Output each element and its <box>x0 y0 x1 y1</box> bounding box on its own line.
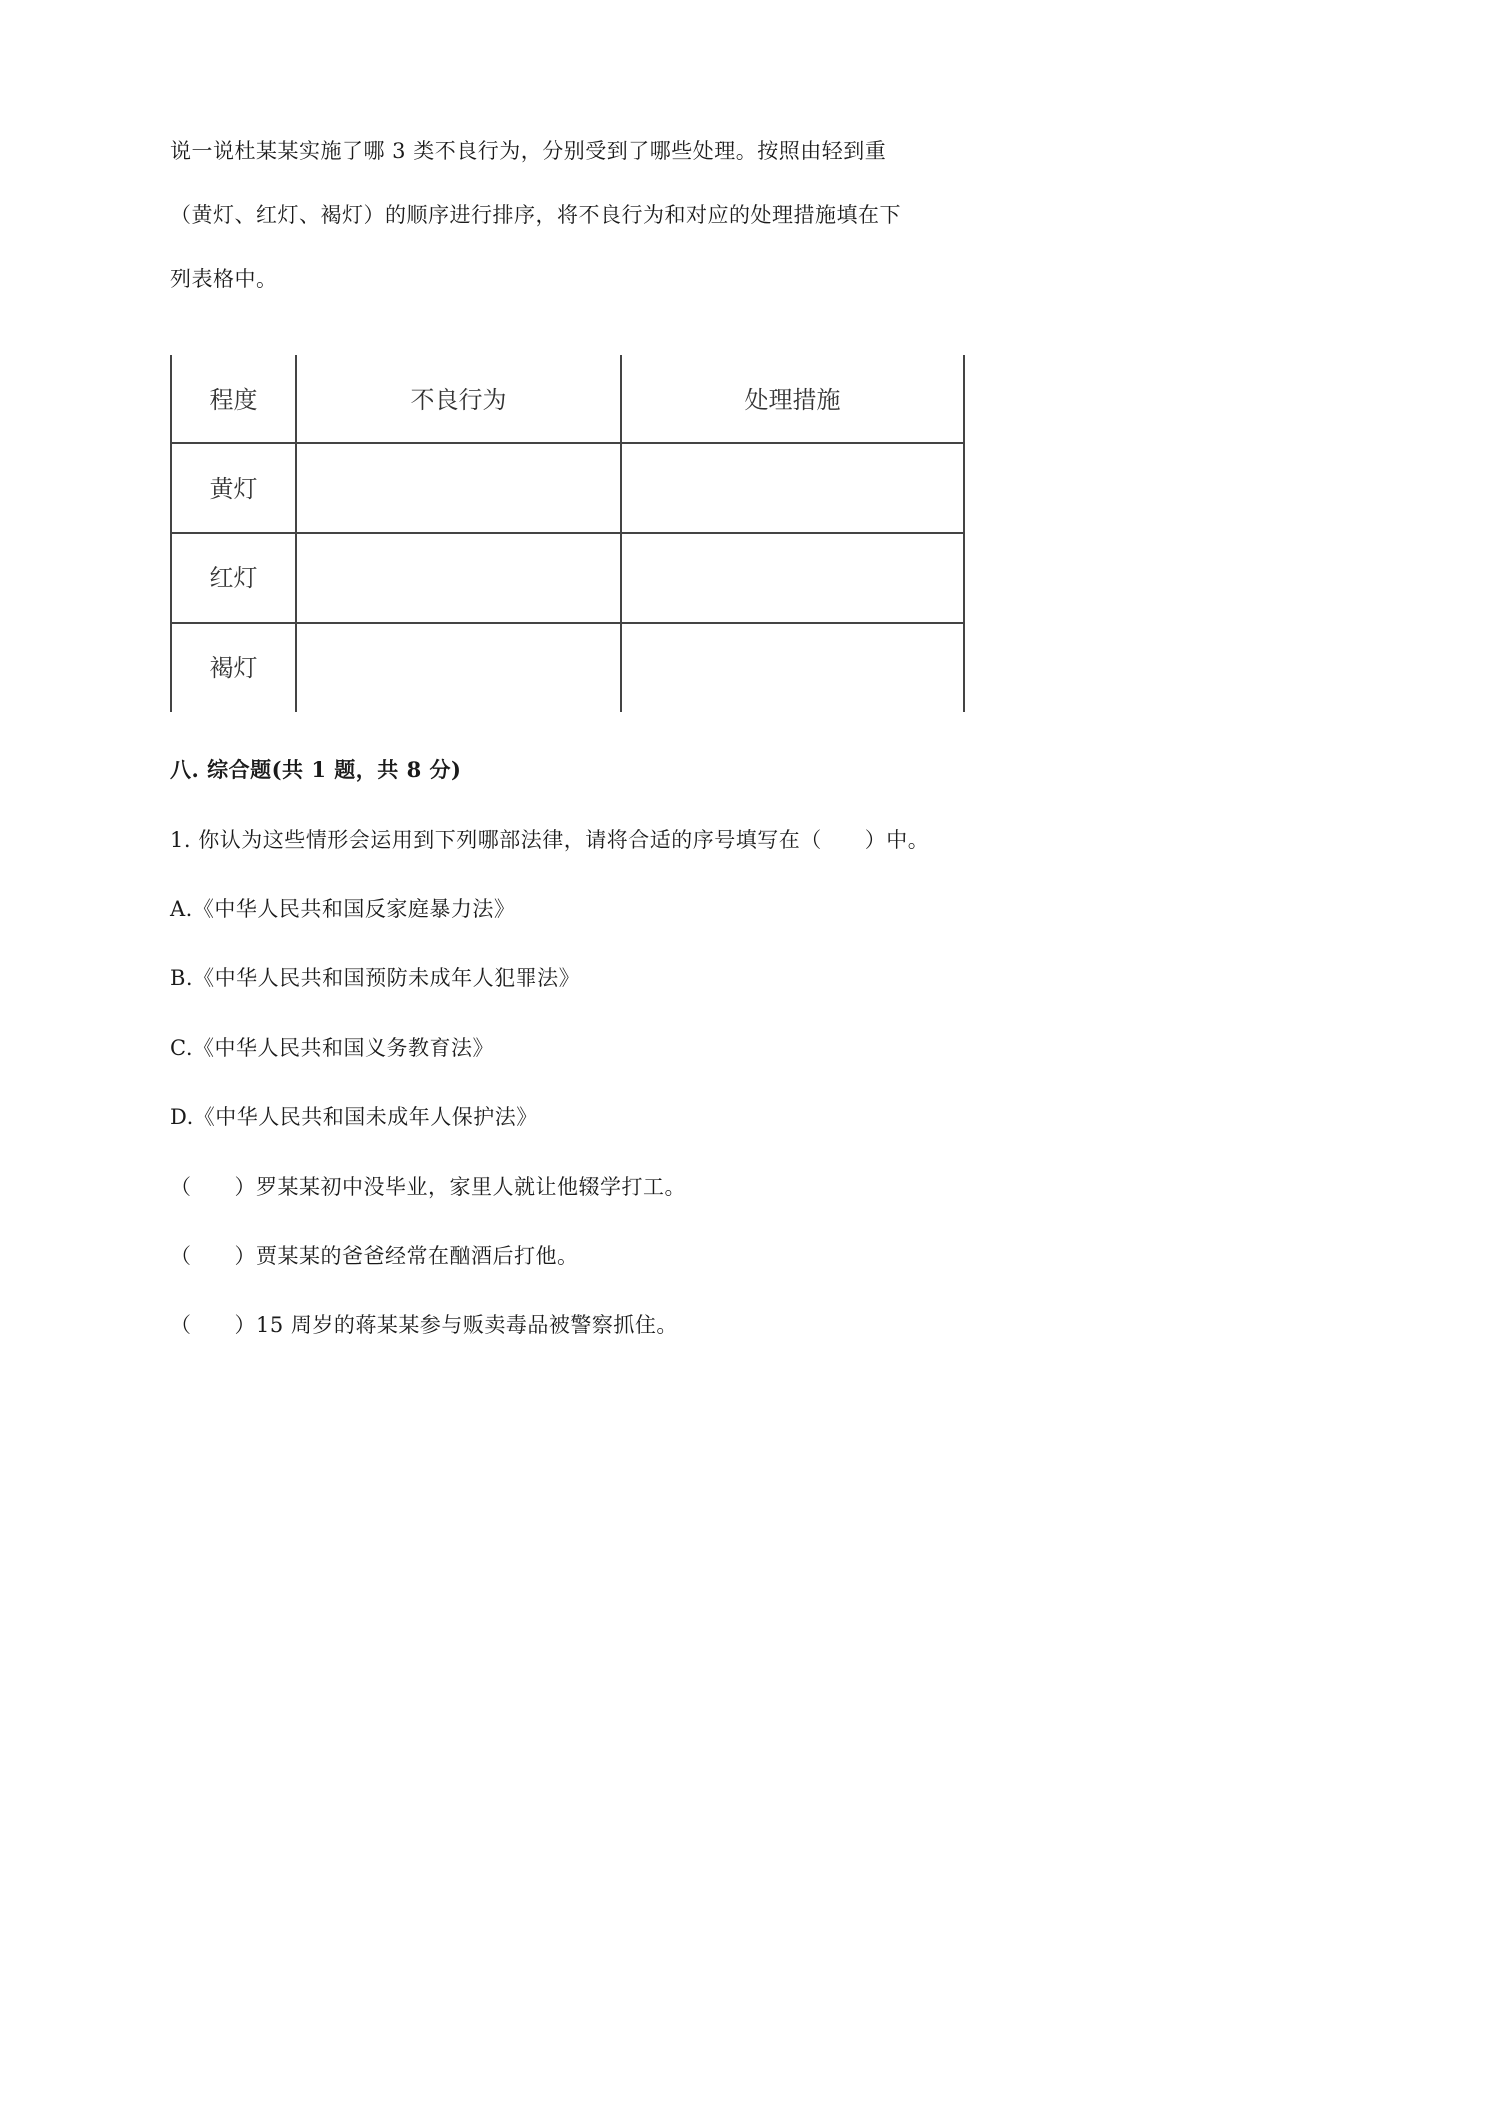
question-item-2[interactable]: （ ）贾某某的爸爸经常在酗酒后打他。 <box>170 1244 579 1268</box>
table-header-behavior: 不良行为 <box>410 386 507 414</box>
table-row-level: 黄灯 <box>209 475 258 503</box>
section-title: 八. 综合题(共 1 题，共 8 分) <box>170 757 462 782</box>
question-stem: 1. 你认为这些情形会运用到下列哪部法律，请将合适的序号填写在（ ）中。 <box>170 828 930 852</box>
table-row-divider-1 <box>170 442 965 444</box>
option-b: B.《中华人民共和国预防未成年人犯罪法》 <box>170 966 581 990</box>
table-row-divider-2 <box>170 532 965 534</box>
table-header-measure: 处理措施 <box>744 386 841 414</box>
option-c: C.《中华人民共和国义务教育法》 <box>170 1036 494 1060</box>
table-row-divider-3 <box>170 622 965 624</box>
table-row-level: 褐灯 <box>209 654 258 682</box>
behavior-table <box>170 355 965 712</box>
intro-line-1: 说一说杜某某实施了哪 3 类不良行为，分别受到了哪些处理。按照由轻到重 <box>170 139 887 163</box>
option-d: D.《中华人民共和国未成年人保护法》 <box>170 1105 538 1129</box>
question-item-3[interactable]: （ ）15 周岁的蒋某某参与贩卖毒品被警察抓住。 <box>170 1313 678 1337</box>
option-a: A.《中华人民共和国反家庭暴力法》 <box>170 897 516 921</box>
intro-line-2: （黄灯、红灯、褐灯）的顺序进行排序，将不良行为和对应的处理措施填在下 <box>170 203 901 227</box>
table-row-level: 红灯 <box>209 564 258 592</box>
table-header-level: 程度 <box>209 386 258 414</box>
question-item-1[interactable]: （ ）罗某某初中没毕业，家里人就让他辍学打工。 <box>170 1175 686 1199</box>
intro-line-3: 列表格中。 <box>170 267 278 291</box>
